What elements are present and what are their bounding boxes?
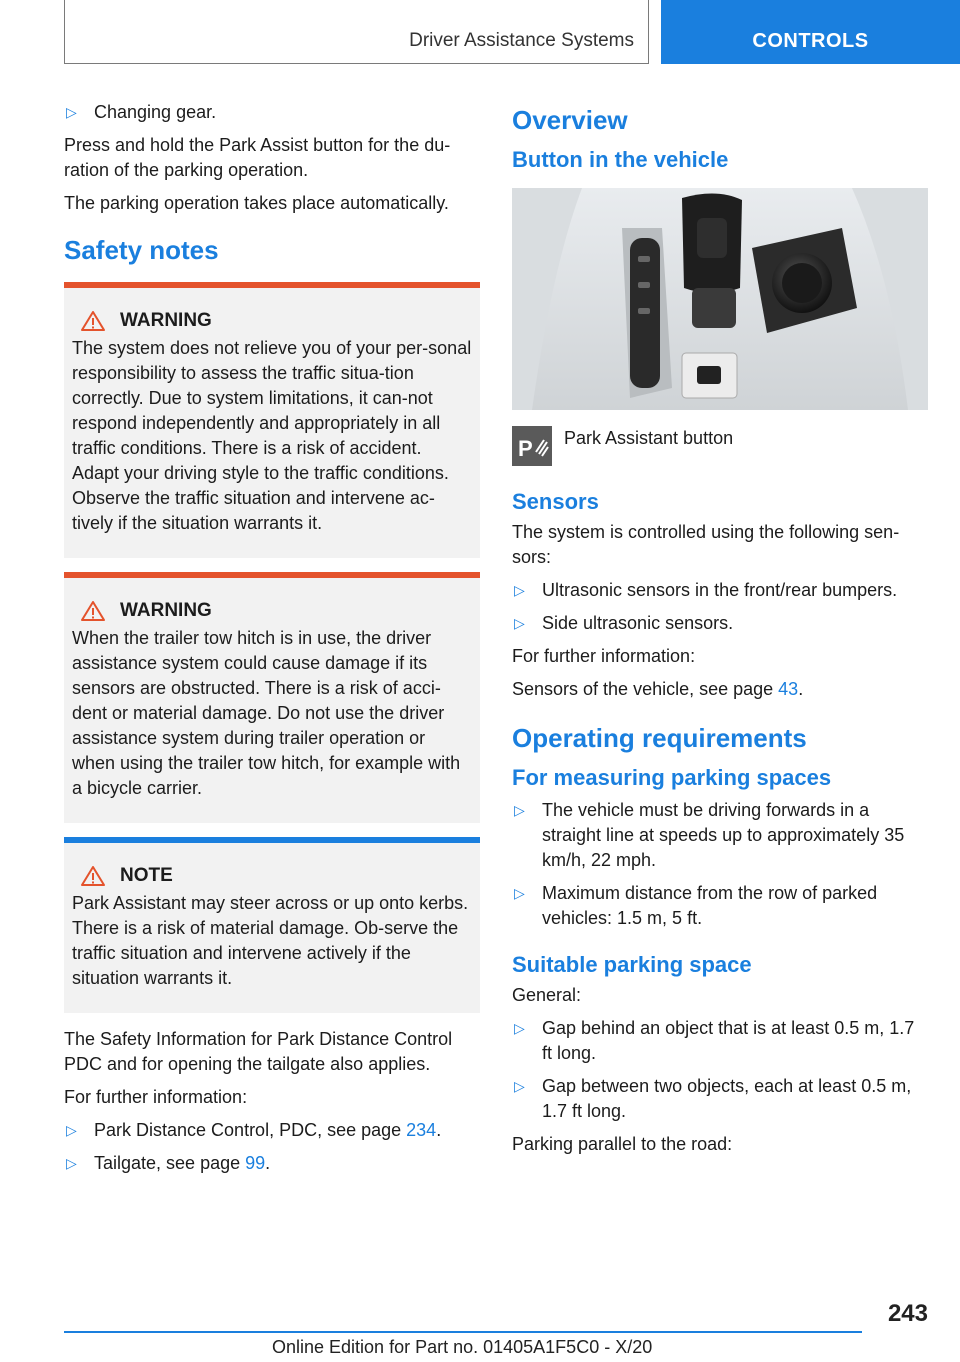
list-item-text: The vehicle must be driving forwards in a straight line at speeds up to approximately 35 km/h, 22 mph. xyxy=(542,800,905,870)
note-title: NOTE xyxy=(120,865,173,886)
list-item xyxy=(512,798,928,873)
paragraph: Parking parallel to the road: xyxy=(512,1134,733,1154)
list-item-text: Gap behind an object that is at least 0.5 m, 1.7 ft long. xyxy=(542,1018,915,1063)
paragraph: The system is controlled using the following sen-sors: xyxy=(512,522,900,567)
paragraph: The Safety Information for Park Distance Control PDC and for opening the tailgate also applies. xyxy=(64,1029,453,1074)
list-item-text: Changing gear. xyxy=(94,102,217,122)
footer-edition: Online Edition for Part no. 01405A1F5C0 - X/20 xyxy=(272,1337,653,1357)
paragraph: Press and hold the Park Assist button for the du-ration of the parking operation. xyxy=(64,135,451,180)
left-column xyxy=(64,100,480,1184)
subheading-button-in-vehicle: Button in the vehicle xyxy=(512,147,729,172)
list-item xyxy=(512,611,928,636)
list-item-text: Park Distance Control, PDC, see page xyxy=(94,1120,407,1140)
list-item-text: Side ultrasonic sensors. xyxy=(542,613,734,633)
paragraph: The parking operation takes place automatically. xyxy=(64,193,449,213)
section-heading-safety-notes: Safety notes xyxy=(64,235,219,265)
header-chapter-tab[interactable] xyxy=(661,0,960,64)
warning-title: WARNING xyxy=(120,600,212,621)
header-section-title: Driver Assistance Systems xyxy=(409,30,634,51)
warning-triangle-icon xyxy=(80,600,106,622)
warning-box xyxy=(64,282,480,558)
paragraph: For further information: xyxy=(512,646,696,666)
list-item-text: Ultrasonic sensors in the front/rear bumpers. xyxy=(542,580,898,600)
list-item xyxy=(512,1016,928,1066)
note-text: Park Assistant may steer across or up onto kerbs. There is a risk of material damage. Ob-serve the traffic situation and intervene actively if the situation warrants it. xyxy=(72,893,469,988)
bullet-triangle-icon: ▷ xyxy=(514,582,525,598)
subheading-measuring-parking-spaces: For measuring parking spaces xyxy=(512,765,832,790)
bullet-triangle-icon: ▷ xyxy=(514,1020,525,1036)
page-number: 243 xyxy=(887,1300,928,1327)
warning-text: The system does not relieve you of your per-sonal responsibility to assess the traffic situa-tion correctly. Due to system limitations, it can-not respond independently and appropriately in all traffic conditions. There is a risk of accident. Adapt your driving style to the traffic conditions. Observe the traffic situation and intervene ac-tively if the situation warrants it. xyxy=(72,338,472,533)
paragraph: For further information: xyxy=(64,1087,248,1107)
header-section-box xyxy=(64,0,649,64)
reference-text: Sensors of the vehicle, see page xyxy=(512,679,779,699)
page-link-43[interactable]: 43 xyxy=(778,679,799,699)
bullet-triangle-icon: ▷ xyxy=(514,1078,525,1094)
warning-text: When the trailer tow hitch is in use, the driver assistance system could cause damage if its sensors are obstructed. There is a risk of acci-dent or material damage. Do not use the driver assistance system during trailer operation or when using the trailer tow hitch, for example with a bicycle carrier. xyxy=(72,628,461,798)
bullet-triangle-icon: ▷ xyxy=(514,885,525,901)
note-box xyxy=(64,837,480,1013)
warning-triangle-icon xyxy=(80,865,106,887)
list-item: ▷ Tailgate, see page 99. xyxy=(64,1151,480,1176)
bullet-triangle-icon: ▷ xyxy=(66,104,77,120)
svg-text:P: P xyxy=(518,436,533,461)
list-item-text: Maximum distance from the row of parked vehicles: 1.5 m, 5 ft. xyxy=(542,883,878,928)
right-column xyxy=(512,100,928,1165)
warning-title: WARNING xyxy=(120,310,212,331)
footer-divider xyxy=(64,1331,862,1333)
bullet-triangle-icon: ▷ xyxy=(66,1155,77,1171)
list-item-text: Gap between two objects, each at least 0.5 m, 1.7 ft long. xyxy=(542,1076,912,1121)
header-chapter-title: CONTROLS xyxy=(752,30,869,52)
list-item xyxy=(512,1074,928,1124)
list-item xyxy=(512,881,928,931)
page-link-99[interactable]: 99 xyxy=(245,1153,266,1173)
list-item xyxy=(64,100,480,125)
legend-row xyxy=(512,426,928,466)
legend-text: Park Assistant button xyxy=(564,428,734,448)
paragraph: Sensors of the vehicle, see page 43. xyxy=(512,679,804,699)
subheading-sensors: Sensors xyxy=(512,489,599,514)
park-assist-icon xyxy=(512,426,552,466)
warning-triangle-icon xyxy=(80,310,106,332)
warning-box xyxy=(64,572,480,823)
list-item: ▷ Park Distance Control, PDC, see page 234. xyxy=(64,1118,480,1143)
section-heading-operating-requirements: Operating requirements xyxy=(512,723,807,753)
center-console-photo xyxy=(512,188,928,410)
list-item xyxy=(512,578,928,603)
page-link-234[interactable]: 234 xyxy=(406,1120,437,1140)
subheading-suitable-parking-space: Suitable parking space xyxy=(512,952,752,977)
paragraph: General: xyxy=(512,985,582,1005)
section-heading-overview: Overview xyxy=(512,105,628,135)
bullet-triangle-icon: ▷ xyxy=(514,802,525,818)
list-item-text: Tailgate, see page xyxy=(94,1153,246,1173)
bullet-triangle-icon: ▷ xyxy=(66,1122,77,1138)
bullet-triangle-icon: ▷ xyxy=(514,615,525,631)
